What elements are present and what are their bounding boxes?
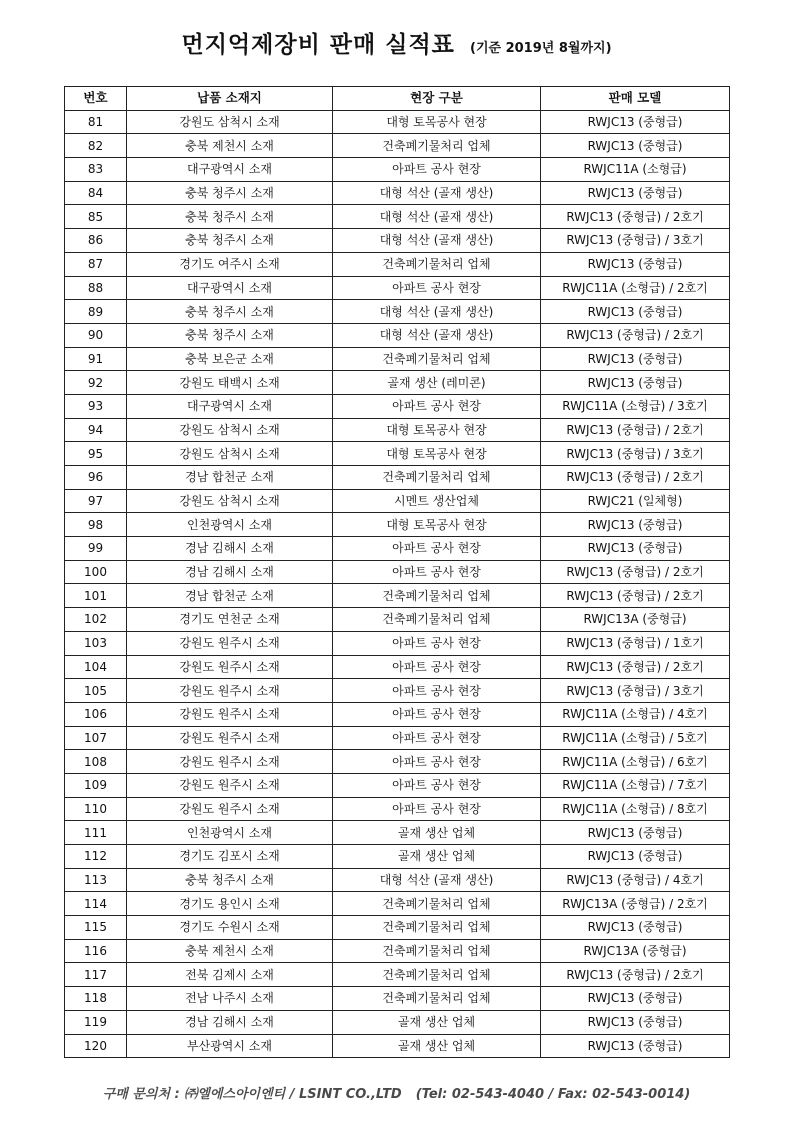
cell-site-type: 아파트 공사 현장 — [333, 750, 541, 774]
table-row — [65, 584, 730, 608]
cell-model: RWJC13 (중형급) / 1호기 — [541, 631, 730, 655]
cell-location: 강원도 원주시 소재 — [127, 702, 333, 726]
cell-number: 104 — [65, 655, 127, 679]
cell-location: 강원도 원주시 소재 — [127, 773, 333, 797]
cell-number: 115 — [65, 916, 127, 940]
cell-model: RWJC11A (소형급) — [541, 158, 730, 182]
cell-model: RWJC21 (일체형) — [541, 489, 730, 513]
table-row — [65, 276, 730, 300]
cell-model: RWJC13 (중형급) — [541, 1034, 730, 1058]
table-row — [65, 371, 730, 395]
footer-phone-fax: (Tel: 02-543-4040 / Fax: 02-543-0014) — [415, 1087, 691, 1102]
cell-number: 87 — [65, 252, 127, 276]
cell-number: 116 — [65, 939, 127, 963]
cell-site-type: 아파트 공사 현장 — [333, 797, 541, 821]
cell-location: 강원도 원주시 소재 — [127, 797, 333, 821]
cell-number: 97 — [65, 489, 127, 513]
cell-number: 100 — [65, 560, 127, 584]
cell-model: RWJC11A (소형급) / 2호기 — [541, 276, 730, 300]
cell-number: 91 — [65, 347, 127, 371]
cell-location: 인천광역시 소재 — [127, 513, 333, 537]
footer-company: 구매 문의처 : ㈜엘에스아이엔티 / LSINT CO.,LTD — [102, 1087, 402, 1102]
cell-number: 111 — [65, 821, 127, 845]
cell-location: 강원도 원주시 소재 — [127, 726, 333, 750]
cell-site-type: 건축폐기물처리 업체 — [333, 608, 541, 632]
table-row — [65, 750, 730, 774]
table-row — [65, 110, 730, 134]
cell-number: 117 — [65, 963, 127, 987]
cell-model: RWJC13 (중형급) / 2호기 — [541, 205, 730, 229]
cell-number: 112 — [65, 845, 127, 869]
page-title: 먼지억제장비 판매 실적표 — [181, 32, 455, 58]
cell-number: 86 — [65, 229, 127, 253]
cell-model: RWJC11A (소형급) / 4호기 — [541, 702, 730, 726]
cell-site-type: 건축폐기물처리 업체 — [333, 963, 541, 987]
cell-location: 부산광역시 소재 — [127, 1034, 333, 1058]
cell-site-type: 건축폐기물처리 업체 — [333, 939, 541, 963]
cell-number: 92 — [65, 371, 127, 395]
table-row — [65, 892, 730, 916]
cell-location: 경기도 수원시 소재 — [127, 916, 333, 940]
table-row — [65, 631, 730, 655]
cell-site-type: 대형 토목공사 현장 — [333, 513, 541, 537]
table-row — [65, 300, 730, 324]
cell-number: 120 — [65, 1034, 127, 1058]
cell-model: RWJC13A (중형급) — [541, 939, 730, 963]
table-row — [65, 347, 730, 371]
cell-site-type: 건축폐기물처리 업체 — [333, 892, 541, 916]
cell-site-type: 시멘트 생산업체 — [333, 489, 541, 513]
table-row — [65, 537, 730, 561]
cell-number: 83 — [65, 158, 127, 182]
cell-model: RWJC13 (중형급) — [541, 845, 730, 869]
cell-location: 충북 청주시 소재 — [127, 323, 333, 347]
document-title — [0, 26, 793, 59]
cell-number: 110 — [65, 797, 127, 821]
table-row — [65, 845, 730, 869]
table-row — [65, 418, 730, 442]
cell-site-type: 대형 석산 (골재 생산) — [333, 323, 541, 347]
cell-location: 충북 청주시 소재 — [127, 300, 333, 324]
footer-contact — [0, 1083, 793, 1102]
table-row — [65, 773, 730, 797]
cell-location: 강원도 원주시 소재 — [127, 631, 333, 655]
cell-model: RWJC13 (중형급) — [541, 537, 730, 561]
cell-site-type: 아파트 공사 현장 — [333, 726, 541, 750]
cell-location: 강원도 삼척시 소재 — [127, 489, 333, 513]
table-row — [65, 158, 730, 182]
table-row — [65, 702, 730, 726]
table-row — [65, 939, 730, 963]
cell-location: 대구광역시 소재 — [127, 158, 333, 182]
cell-site-type: 건축폐기물처리 업체 — [333, 252, 541, 276]
cell-number: 96 — [65, 466, 127, 490]
cell-site-type: 골재 생산 업체 — [333, 1010, 541, 1034]
cell-site-type: 아파트 공사 현장 — [333, 560, 541, 584]
cell-number: 101 — [65, 584, 127, 608]
cell-location: 충북 청주시 소재 — [127, 205, 333, 229]
column-header-number: 번호 — [65, 87, 127, 111]
table-row — [65, 963, 730, 987]
table-row — [65, 821, 730, 845]
cell-location: 경기도 용인시 소재 — [127, 892, 333, 916]
cell-location: 경기도 여주시 소재 — [127, 252, 333, 276]
cell-site-type: 아파트 공사 현장 — [333, 158, 541, 182]
cell-site-type: 건축폐기물처리 업체 — [333, 347, 541, 371]
table-row — [65, 797, 730, 821]
cell-number: 94 — [65, 418, 127, 442]
cell-model: RWJC13A (중형급) / 2호기 — [541, 892, 730, 916]
cell-location: 강원도 삼척시 소재 — [127, 418, 333, 442]
table-row — [65, 726, 730, 750]
cell-model: RWJC13 (중형급) / 3호기 — [541, 442, 730, 466]
cell-site-type: 골재 생산 (레미콘) — [333, 371, 541, 395]
cell-number: 113 — [65, 868, 127, 892]
cell-site-type: 건축폐기물처리 업체 — [333, 584, 541, 608]
cell-location: 인천광역시 소재 — [127, 821, 333, 845]
cell-site-type: 아파트 공사 현장 — [333, 655, 541, 679]
cell-site-type: 골재 생산 업체 — [333, 1034, 541, 1058]
cell-number: 107 — [65, 726, 127, 750]
table-row — [65, 442, 730, 466]
cell-site-type: 골재 생산 업체 — [333, 821, 541, 845]
cell-location: 충북 제천시 소재 — [127, 134, 333, 158]
cell-model: RWJC11A (소형급) / 8호기 — [541, 797, 730, 821]
sales-record-table — [64, 86, 730, 1058]
cell-site-type: 대형 석산 (골재 생산) — [333, 868, 541, 892]
cell-number: 114 — [65, 892, 127, 916]
cell-site-type: 아파트 공사 현장 — [333, 773, 541, 797]
cell-number: 95 — [65, 442, 127, 466]
cell-location: 강원도 삼척시 소재 — [127, 110, 333, 134]
cell-location: 강원도 원주시 소재 — [127, 679, 333, 703]
cell-location: 강원도 태백시 소재 — [127, 371, 333, 395]
cell-model: RWJC13 (중형급) / 2호기 — [541, 655, 730, 679]
table-row — [65, 608, 730, 632]
cell-site-type: 대형 석산 (골재 생산) — [333, 300, 541, 324]
cell-number: 119 — [65, 1010, 127, 1034]
cell-site-type: 아파트 공사 현장 — [333, 537, 541, 561]
cell-location: 충북 청주시 소재 — [127, 181, 333, 205]
table-row — [65, 466, 730, 490]
cell-site-type: 아파트 공사 현장 — [333, 679, 541, 703]
table-row — [65, 134, 730, 158]
cell-location: 강원도 원주시 소재 — [127, 655, 333, 679]
cell-number: 89 — [65, 300, 127, 324]
cell-number: 103 — [65, 631, 127, 655]
table-row — [65, 513, 730, 537]
cell-model: RWJC13A (중형급) — [541, 608, 730, 632]
column-header-location: 납품 소재지 — [127, 87, 333, 111]
cell-site-type: 아파트 공사 현장 — [333, 276, 541, 300]
cell-number: 109 — [65, 773, 127, 797]
cell-model: RWJC13 (중형급) / 3호기 — [541, 229, 730, 253]
cell-location: 강원도 삼척시 소재 — [127, 442, 333, 466]
cell-location: 강원도 원주시 소재 — [127, 750, 333, 774]
cell-site-type: 아파트 공사 현장 — [333, 394, 541, 418]
cell-site-type: 대형 토목공사 현장 — [333, 442, 541, 466]
cell-location: 경기도 연천군 소재 — [127, 608, 333, 632]
cell-model: RWJC13 (중형급) — [541, 916, 730, 940]
cell-model: RWJC13 (중형급) — [541, 110, 730, 134]
cell-site-type: 아파트 공사 현장 — [333, 631, 541, 655]
cell-model: RWJC13 (중형급) / 2호기 — [541, 584, 730, 608]
cell-site-type: 아파트 공사 현장 — [333, 702, 541, 726]
table-row — [65, 987, 730, 1011]
table-header-row — [65, 87, 730, 111]
cell-model: RWJC13 (중형급) — [541, 821, 730, 845]
cell-number: 102 — [65, 608, 127, 632]
cell-location: 경기도 김포시 소재 — [127, 845, 333, 869]
table-row — [65, 868, 730, 892]
cell-model: RWJC13 (중형급) / 2호기 — [541, 418, 730, 442]
cell-location: 경남 합천군 소재 — [127, 584, 333, 608]
cell-model: RWJC11A (소형급) / 3호기 — [541, 394, 730, 418]
cell-model: RWJC13 (중형급) — [541, 371, 730, 395]
cell-site-type: 건축폐기물처리 업체 — [333, 987, 541, 1011]
cell-location: 대구광역시 소재 — [127, 394, 333, 418]
table-row — [65, 181, 730, 205]
cell-site-type: 건축폐기물처리 업체 — [333, 916, 541, 940]
cell-number: 105 — [65, 679, 127, 703]
cell-model: RWJC13 (중형급) — [541, 300, 730, 324]
cell-model: RWJC13 (중형급) / 2호기 — [541, 963, 730, 987]
cell-model: RWJC13 (중형급) — [541, 513, 730, 537]
table-row — [65, 655, 730, 679]
cell-model: RWJC13 (중형급) / 2호기 — [541, 560, 730, 584]
cell-number: 93 — [65, 394, 127, 418]
page-subtitle: (기준 2019년 8월까지) — [470, 41, 612, 56]
column-header-site-type: 현장 구분 — [333, 87, 541, 111]
table-row — [65, 916, 730, 940]
cell-site-type: 건축폐기물처리 업체 — [333, 466, 541, 490]
cell-number: 88 — [65, 276, 127, 300]
cell-number: 98 — [65, 513, 127, 537]
cell-model: RWJC13 (중형급) — [541, 134, 730, 158]
table-row — [65, 323, 730, 347]
cell-number: 85 — [65, 205, 127, 229]
table-row — [65, 205, 730, 229]
cell-location: 충북 제천시 소재 — [127, 939, 333, 963]
cell-site-type: 건축폐기물처리 업체 — [333, 134, 541, 158]
cell-location: 경남 김해시 소재 — [127, 537, 333, 561]
cell-number: 99 — [65, 537, 127, 561]
table-row — [65, 1034, 730, 1058]
cell-number: 81 — [65, 110, 127, 134]
cell-location: 대구광역시 소재 — [127, 276, 333, 300]
cell-location: 경남 합천군 소재 — [127, 466, 333, 490]
table-row — [65, 1010, 730, 1034]
cell-number: 106 — [65, 702, 127, 726]
cell-number: 90 — [65, 323, 127, 347]
table-row — [65, 394, 730, 418]
table-row — [65, 229, 730, 253]
cell-model: RWJC13 (중형급) — [541, 252, 730, 276]
cell-location: 충북 보은군 소재 — [127, 347, 333, 371]
cell-location: 경남 김해시 소재 — [127, 1010, 333, 1034]
cell-model: RWJC11A (소형급) / 6호기 — [541, 750, 730, 774]
cell-site-type: 골재 생산 업체 — [333, 845, 541, 869]
cell-model: RWJC13 (중형급) / 3호기 — [541, 679, 730, 703]
cell-model: RWJC13 (중형급) / 2호기 — [541, 466, 730, 490]
table-body — [65, 110, 730, 1058]
cell-number: 118 — [65, 987, 127, 1011]
table-row — [65, 252, 730, 276]
cell-location: 충북 청주시 소재 — [127, 229, 333, 253]
cell-site-type: 대형 토목공사 현장 — [333, 418, 541, 442]
cell-number: 82 — [65, 134, 127, 158]
cell-model: RWJC11A (소형급) / 7호기 — [541, 773, 730, 797]
cell-model: RWJC13 (중형급) — [541, 1010, 730, 1034]
table-row — [65, 560, 730, 584]
cell-site-type: 대형 석산 (골재 생산) — [333, 181, 541, 205]
cell-model: RWJC13 (중형급) — [541, 181, 730, 205]
cell-location: 전남 나주시 소재 — [127, 987, 333, 1011]
cell-model: RWJC13 (중형급) / 4호기 — [541, 868, 730, 892]
cell-model: RWJC11A (소형급) / 5호기 — [541, 726, 730, 750]
cell-site-type: 대형 석산 (골재 생산) — [333, 229, 541, 253]
cell-model: RWJC13 (중형급) — [541, 347, 730, 371]
cell-site-type: 대형 토목공사 현장 — [333, 110, 541, 134]
cell-location: 전북 김제시 소재 — [127, 963, 333, 987]
table-row — [65, 679, 730, 703]
table-row — [65, 489, 730, 513]
cell-number: 84 — [65, 181, 127, 205]
cell-location: 경남 김해시 소재 — [127, 560, 333, 584]
cell-location: 충북 청주시 소재 — [127, 868, 333, 892]
column-header-model: 판매 모델 — [541, 87, 730, 111]
cell-model: RWJC13 (중형급) — [541, 987, 730, 1011]
cell-model: RWJC13 (중형급) / 2호기 — [541, 323, 730, 347]
cell-site-type: 대형 석산 (골재 생산) — [333, 205, 541, 229]
cell-number: 108 — [65, 750, 127, 774]
